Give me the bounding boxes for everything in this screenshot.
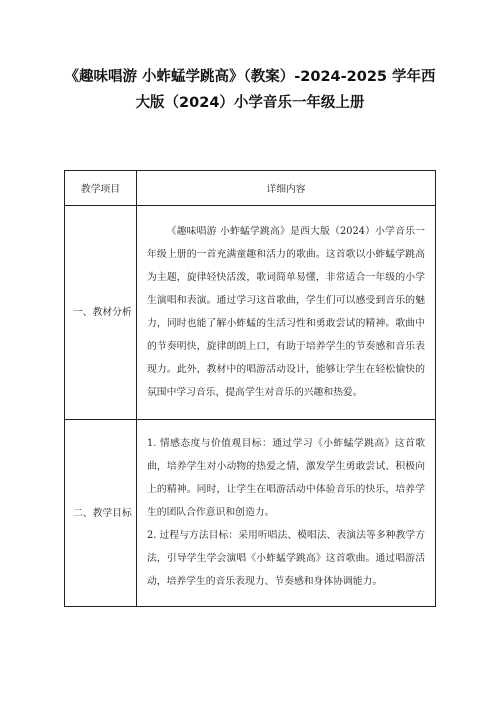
row-content bbox=[137, 206, 436, 420]
title-line-1: 《趣味唱游 小蚱蜢学跳高》（教案）-2024-2025 学年西 bbox=[64, 69, 436, 85]
table-header-row bbox=[65, 171, 436, 206]
content-paragraph: 2. 过程与方法目标：采用听唱法、模唱法、表演法等多种教学方法，引导学生学会演唱《小蚱蜢学跳高》这首歌曲。通过唱游活动，培养学生的音乐表现力、节奏感和身体协调能力。 bbox=[147, 530, 425, 587]
content-paragraph: 《趣味唱游 小蚱蜢学跳高》是西大版（2024）小学音乐一年级上册的一首充满童趣和活力的歌曲。这首歌以小蚱蜢学跳高为主题，旋律轻快活泼，歌词简单易懂，非常适合一年级的小学生演唱和表演。通过学习这首歌曲，学生们可以感受到音乐的魅力，同时也能了解小蚱蜢的生活习性和勇敢尝试的精神。歌曲中的节奏明快，旋律朗朗上口，有助于培养学生的节奏感和音乐表现力。此外，教材中的唱游活动设计，能够让学生在轻松愉快的氛围中学习音乐，提高学生对音乐的兴趣和热爱。 bbox=[147, 226, 425, 398]
header-detail-content: 详细内容 bbox=[137, 171, 436, 206]
row-content bbox=[137, 420, 436, 607]
table-row bbox=[65, 206, 436, 420]
header-teaching-item: 教学项目 bbox=[65, 171, 137, 206]
document-title bbox=[40, 64, 460, 116]
row-item-label: 二、教学目标 bbox=[65, 420, 137, 607]
lesson-plan-table bbox=[64, 170, 436, 607]
content-paragraph: 1. 情感态度与价值观目标：通过学习《小蚱蜢学跳高》这首歌曲，培养学生对小动物的热爱之情，激发学生勇敢尝试、积极向上的精神。同时，让学生在唱游活动中体验音乐的快乐，培养学生的团队合作意识和创造力。 bbox=[147, 438, 425, 518]
title-line-2: 大版（2024）小学音乐一年级上册 bbox=[135, 95, 365, 111]
row-item-label: 一、教材分析 bbox=[65, 206, 137, 420]
table-row bbox=[65, 420, 436, 607]
